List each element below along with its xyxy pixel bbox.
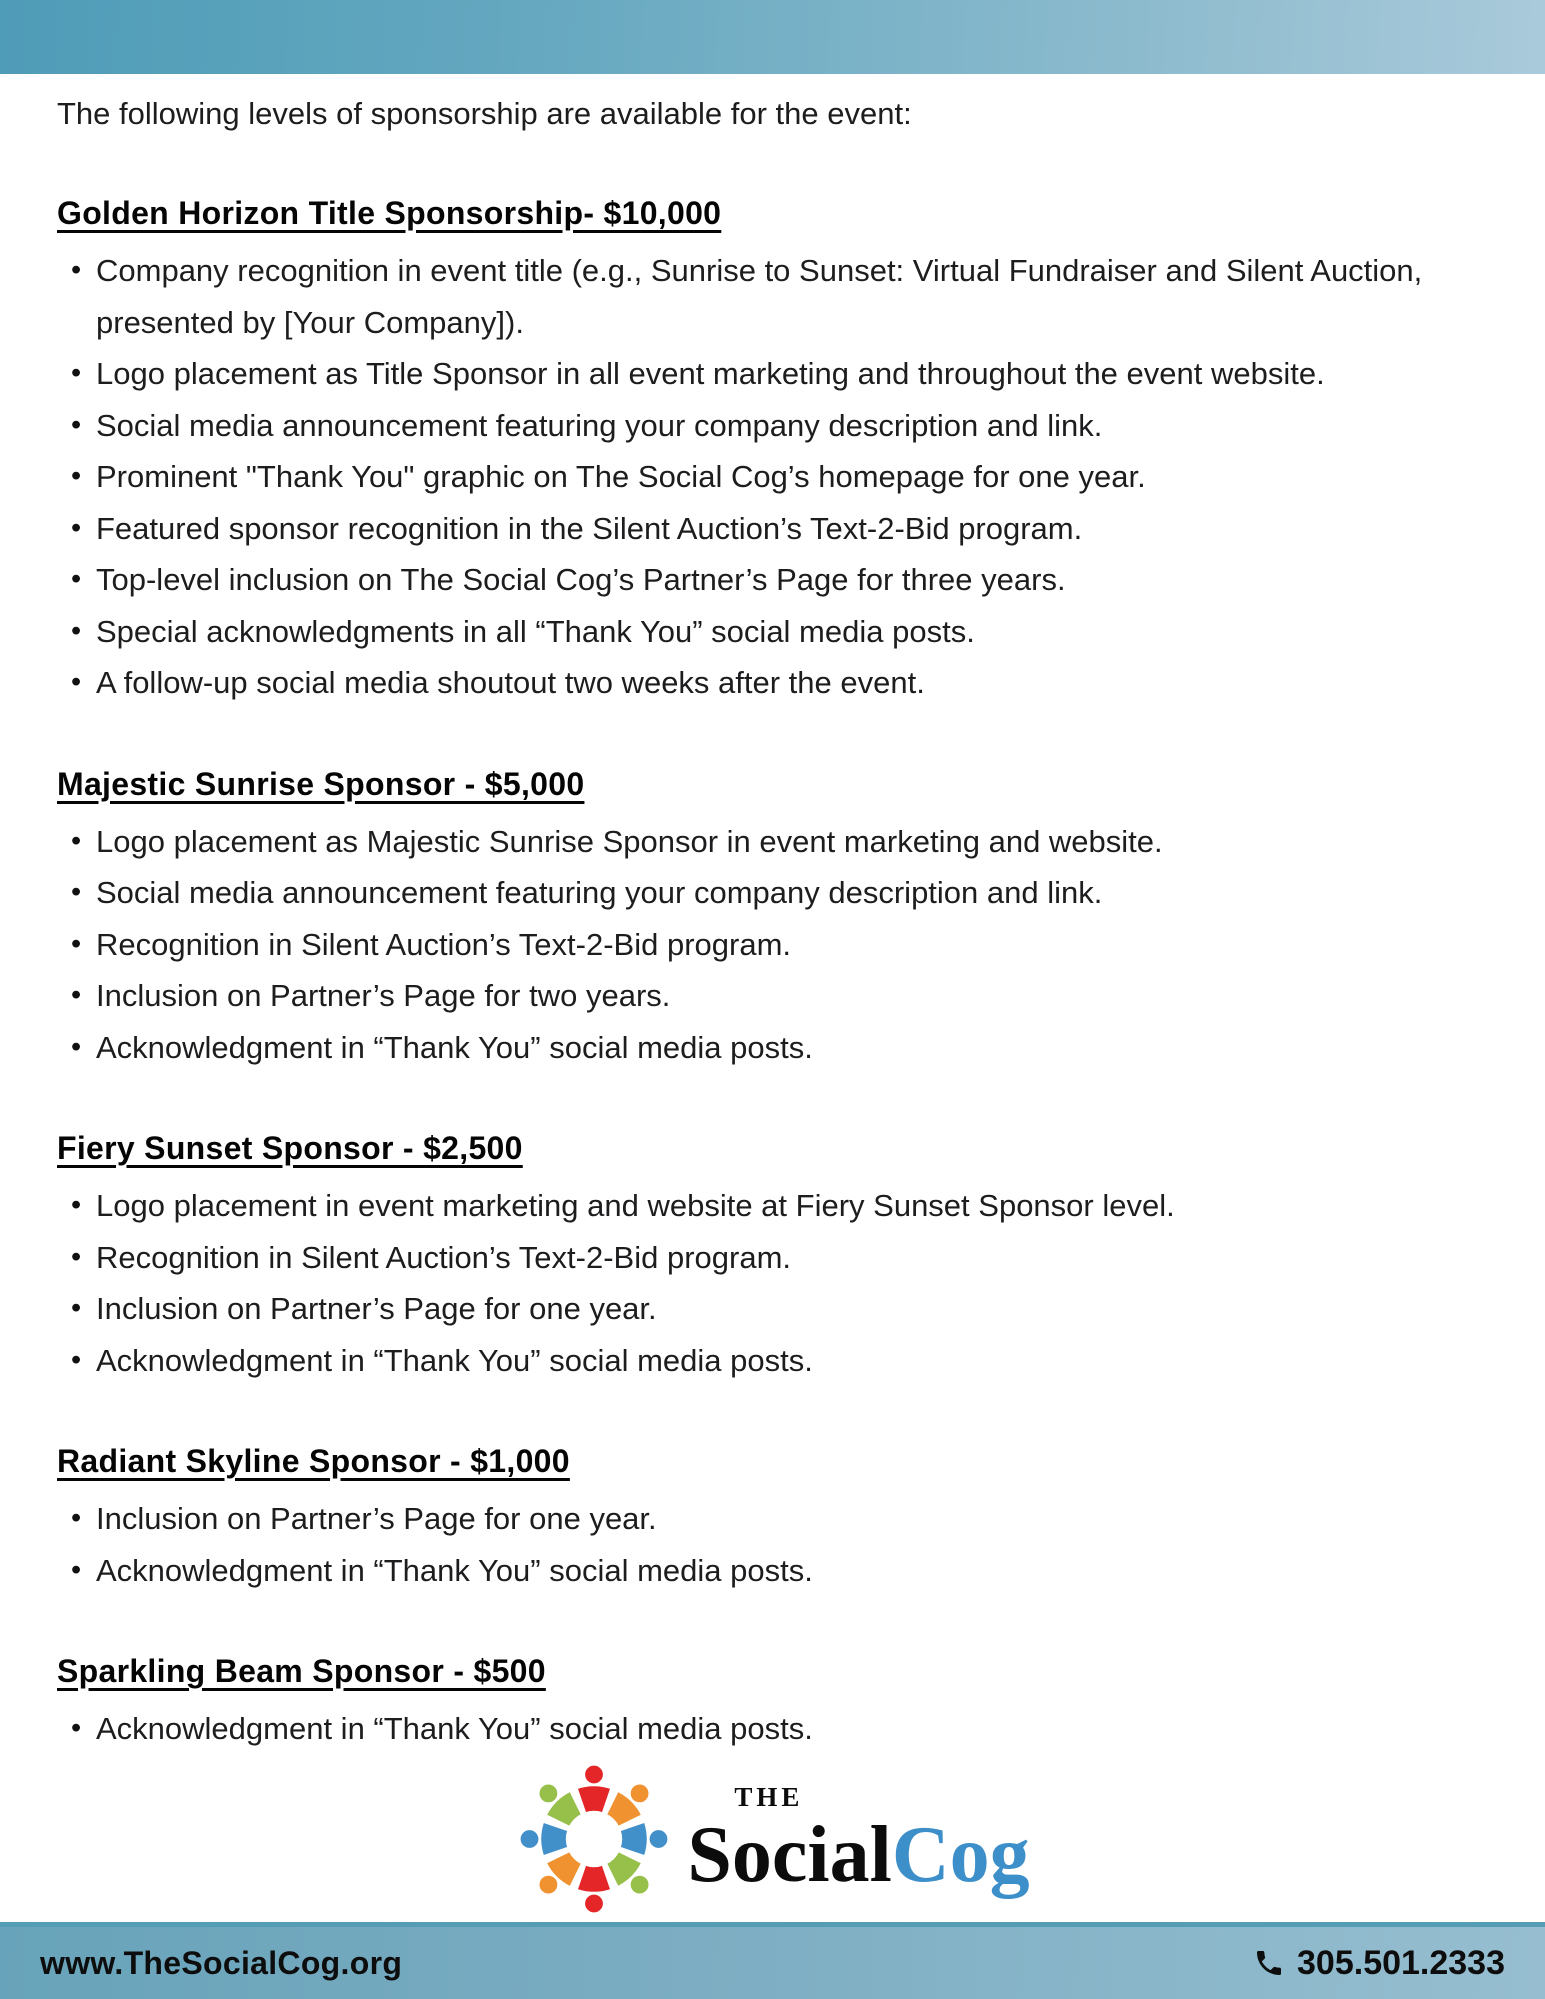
logo-text-the: THE	[734, 1782, 804, 1812]
bullet-item: • Acknowledgment in “Thank You” social media posts.	[57, 1703, 1490, 1755]
benefit-list	[57, 816, 1490, 1074]
bullet-item: • Social media announcement featuring your company description and link.	[57, 867, 1490, 919]
section-majestic-sunrise	[57, 759, 1490, 1074]
section-heading: Sparkling Beam Sponsor - $500	[57, 1653, 546, 1689]
bullet-item: • Prominent "Thank You" graphic on The Social Cog’s homepage for one year.	[57, 451, 1490, 503]
bullet-item: • Special acknowledgments in all “Thank You” social media posts.	[57, 606, 1490, 658]
benefit-list	[57, 1493, 1490, 1596]
phone-icon	[1253, 1947, 1285, 1979]
section-heading: Majestic Sunrise Sponsor - $5,000	[57, 765, 585, 802]
bullet-item: • Inclusion on Partner’s Page for two years.	[57, 970, 1490, 1022]
phone-number: 305.501.2333	[1297, 1943, 1505, 1982]
section-fiery-sunset	[57, 1123, 1490, 1386]
logo-text-cog: Cog	[891, 1811, 1030, 1899]
bullet-item: • A follow-up social media shoutout two weeks after the event.	[57, 657, 1490, 709]
section-heading: Golden Horizon Title Sponsorship- $10,000	[57, 195, 722, 231]
footer-gradient-bar	[0, 1922, 1545, 1999]
website-url: www.TheSocialCog.org	[40, 1944, 403, 1981]
page-content	[0, 74, 1545, 1917]
section-sparkling-beam	[57, 1646, 1490, 1755]
bullet-item: • Logo placement as Title Sponsor in all event marketing and throughout the event website.	[57, 348, 1490, 400]
bullet-item: • Top-level inclusion on The Social Cog’s Partner’s Page for three years.	[57, 554, 1490, 606]
header-gradient-bar	[0, 0, 1545, 74]
bullet-item: • Logo placement in event marketing and website at Fiery Sunset Sponsor level.	[57, 1180, 1490, 1232]
benefit-list	[57, 1703, 1490, 1755]
section-heading: Radiant Skyline Sponsor - $1,000	[57, 1443, 570, 1479]
section-heading: Fiery Sunset Sponsor - $2,500	[57, 1130, 523, 1166]
section-golden-horizon	[57, 188, 1490, 709]
bullet-item: • Recognition in Silent Auction’s Text-2-Bid program.	[57, 1232, 1490, 1284]
bullet-item: • Acknowledgment in “Thank You” social media posts.	[57, 1022, 1490, 1074]
logo-wordmark	[687, 1782, 1030, 1899]
benefit-list	[57, 1180, 1490, 1386]
bullet-item: • Inclusion on Partner’s Page for one year.	[57, 1283, 1490, 1335]
bullet-item: • Social media announcement featuring your company description and link.	[57, 400, 1490, 452]
bullet-item: • Recognition in Silent Auction’s Text-2-Bid program.	[57, 919, 1490, 971]
section-radiant-skyline	[57, 1436, 1490, 1596]
bullet-item: • Acknowledgment in “Thank You” social media posts.	[57, 1545, 1490, 1597]
bullet-item: • Company recognition in event title (e.g., Sunrise to Sunset: Virtual Fundraiser and Silent Auction, presented by [Your Company]).	[57, 245, 1490, 348]
bullet-item: • Acknowledgment in “Thank You” social media posts.	[57, 1335, 1490, 1387]
social-cog-logo	[57, 1761, 1490, 1917]
bullet-item: • Inclusion on Partner’s Page for one year.	[57, 1493, 1490, 1545]
bullet-item: • Featured sponsor recognition in the Silent Auction’s Text-2-Bid program.	[57, 503, 1490, 555]
logo-text-words	[687, 1811, 1030, 1899]
bullet-item: • Logo placement as Majestic Sunrise Sponsor in event marketing and website.	[57, 816, 1490, 868]
intro-text: The following levels of sponsorship are available for the event:	[57, 96, 912, 131]
benefit-list	[57, 245, 1490, 709]
logo-text-social: Social	[687, 1811, 892, 1899]
people-circle-logo-icon	[517, 1762, 671, 1916]
phone-contact	[1253, 1944, 1505, 1983]
